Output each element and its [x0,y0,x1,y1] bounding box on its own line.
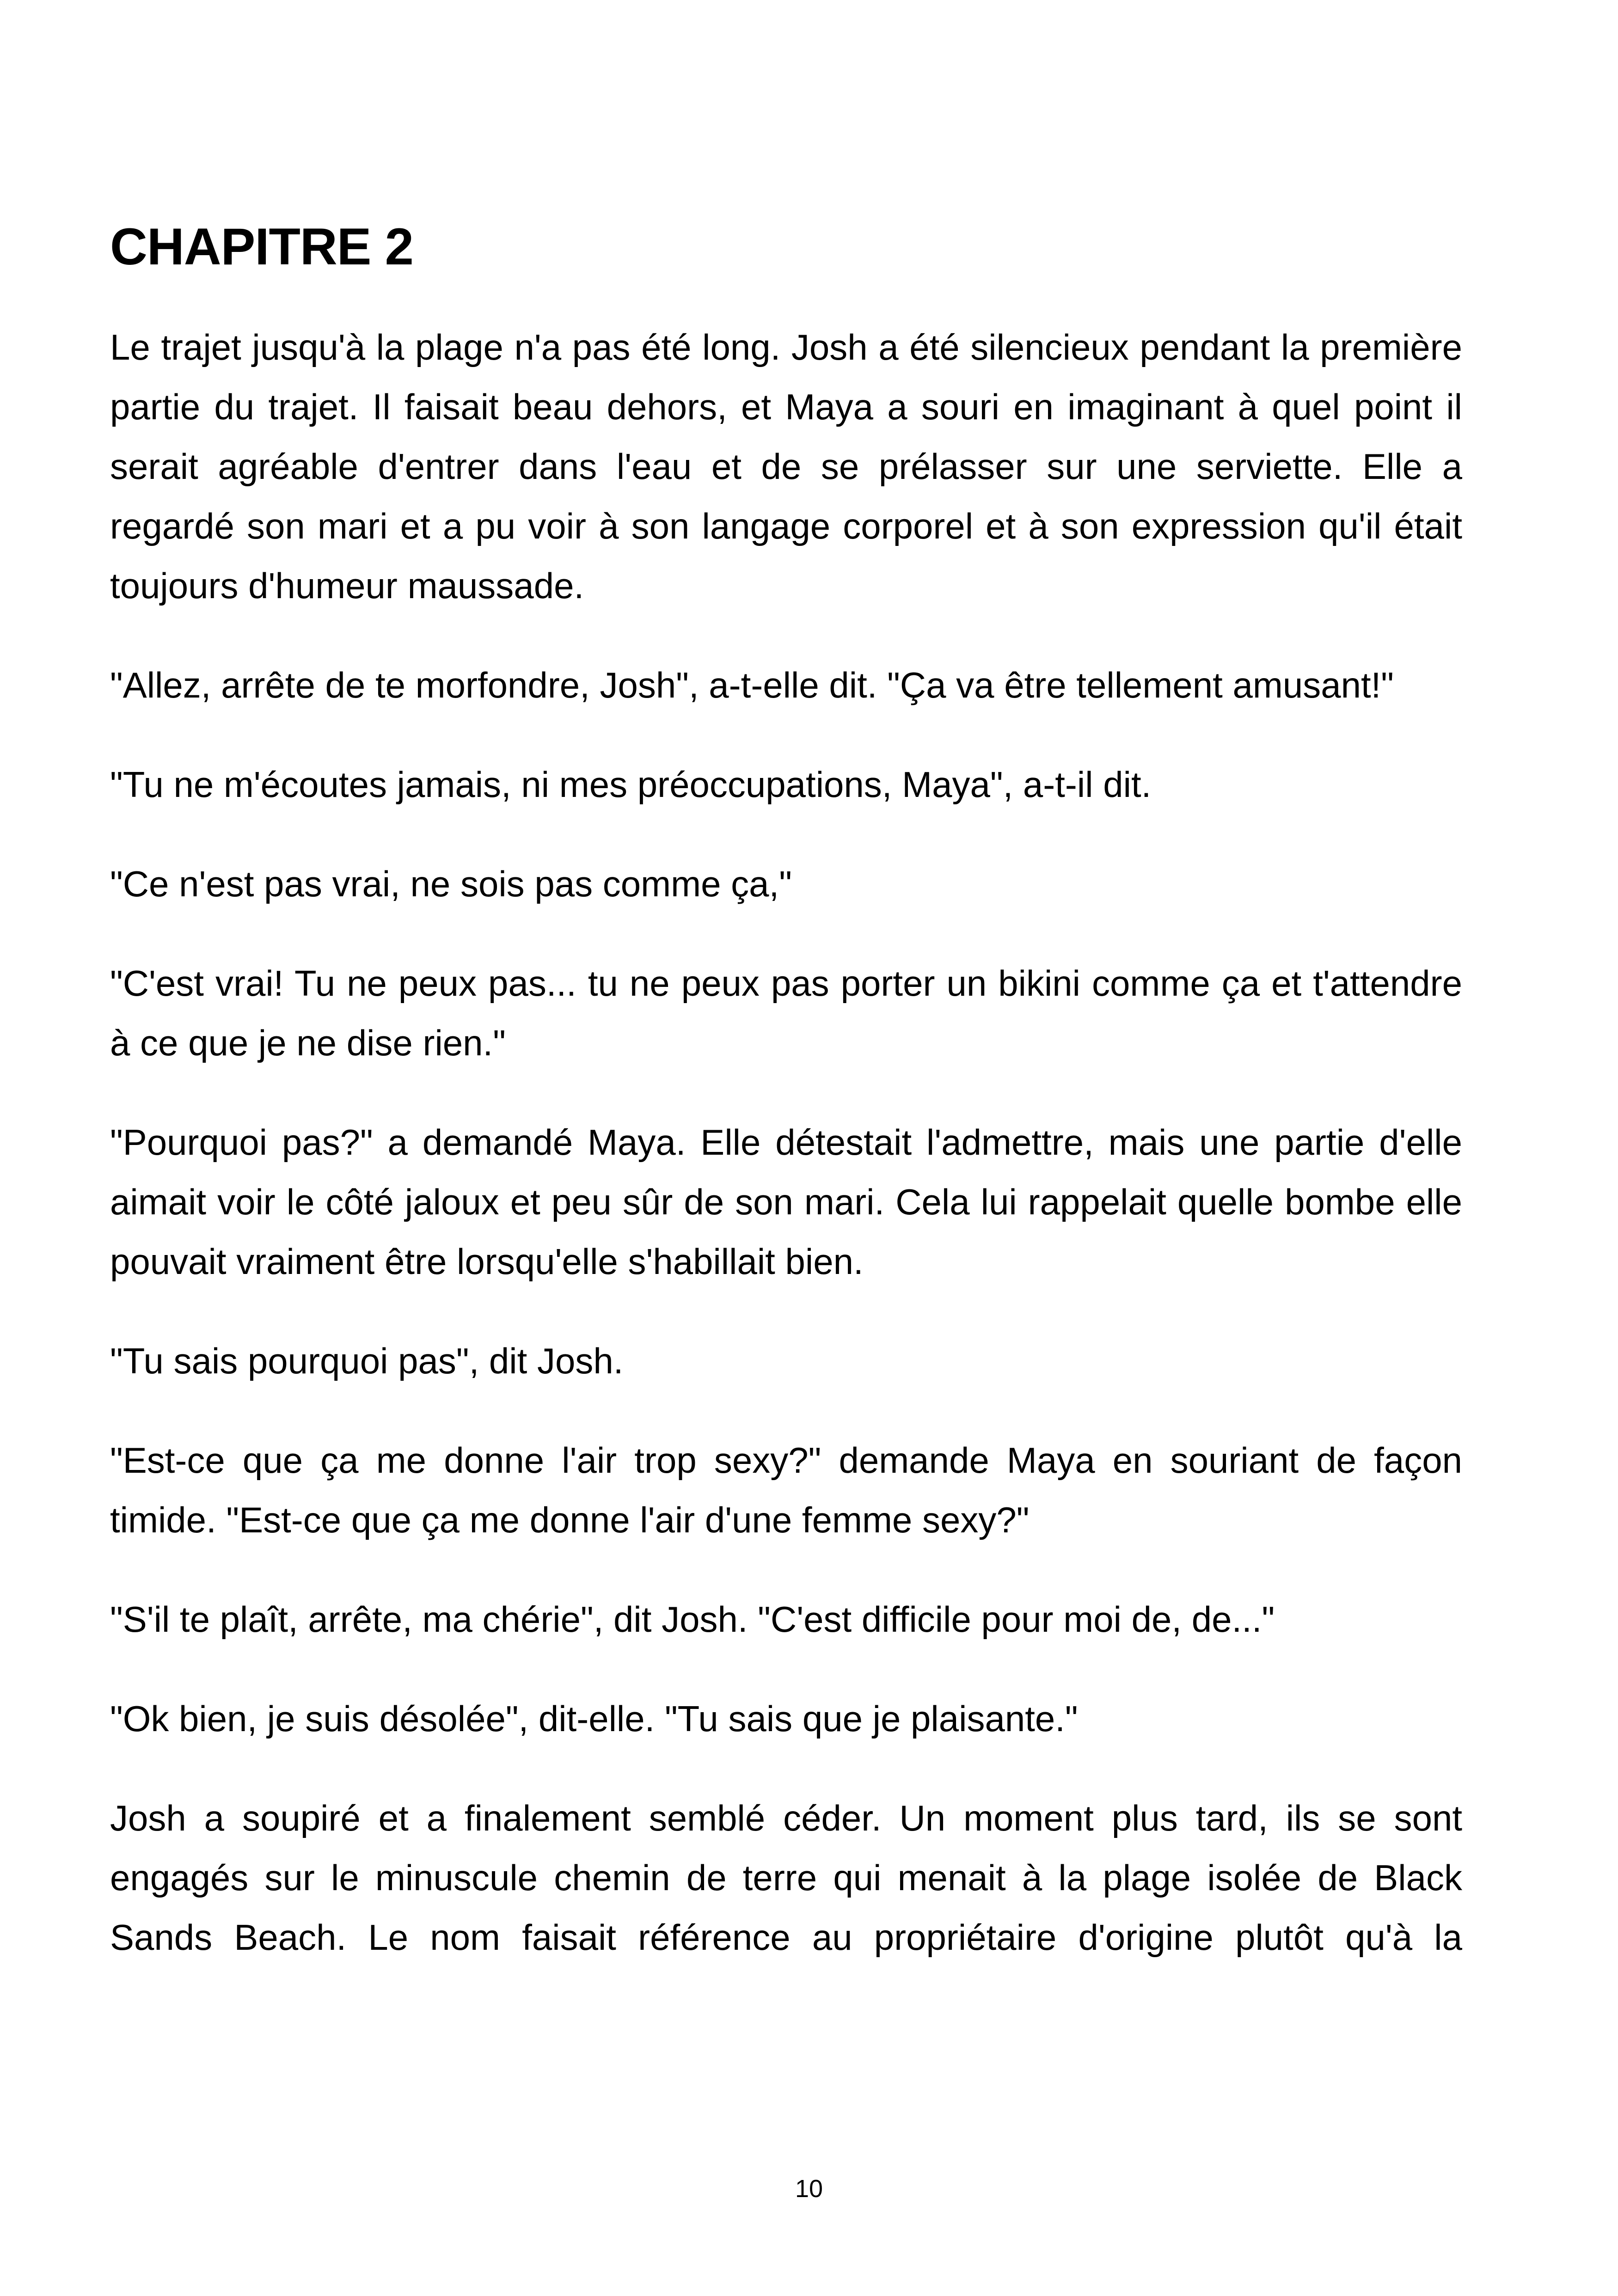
paragraph: "Tu ne m'écoutes jamais, ni mes préoccupations, Maya", a-t-il dit. [110,764,1152,805]
page-number: 10 [795,2175,823,2203]
paragraph: "C'est vrai! Tu ne peux pas... tu ne peux pas porter un bikini comme ça et t'attendre à ce que je ne dise rien." [110,962,1462,1063]
page-body [110,217,1462,2007]
chapter-title: CHAPITRE 2 [110,218,413,276]
paragraph: "Ce n'est pas vrai, ne sois pas comme ça," [110,863,792,904]
paragraph: Le trajet jusqu'à la plage n'a pas été long. Josh a été silencieux pendant la première partie du trajet. Il faisait beau dehors, et Maya a souri en imaginant à quel point il serait agréable d'entrer dans l'eau et de se prélasser sur une serviette. Elle a regardé son mari et a pu voir à son langage corporel et à son expression qu'il était toujours d'humeur maussade. [110,326,1462,606]
paragraph: "Est-ce que ça me donne l'air trop sexy?" demande Maya en souriant de façon timide. "Est-ce que ça me donne l'air d'une femme sexy?" [110,1439,1462,1540]
paragraph: "S'il te plaît, arrête, ma chérie", dit Josh. "C'est difficile pour moi de, de..." [110,1598,1275,1640]
paragraph: "Allez, arrête de te morfondre, Josh", a-t-elle dit. "Ça va être tellement amusant!" [110,664,1394,705]
paragraph: "Ok bien, je suis désolée", dit-elle. "Tu sais que je plaisante." [110,1698,1078,1739]
paragraph: "Tu sais pourquoi pas", dit Josh. [110,1340,624,1381]
paragraph-continued: Josh a soupiré et a finalement semblé céder. Un moment plus tard, ils se sont engagés sur le minuscule chemin de terre qui menait à la plage isolée de Black Sands Beach. Le nom faisait référence au propriétaire d'origine plutôt qu'à la [110,1797,1462,1958]
paragraph: "Pourquoi pas?" a demandé Maya. Elle détestait l'admettre, mais une partie d'elle aimait voir le côté jaloux et peu sûr de son mari. Cela lui rappelait quelle bombe elle pouvait vraiment être lorsqu'elle s'habillait bien. [110,1121,1462,1282]
